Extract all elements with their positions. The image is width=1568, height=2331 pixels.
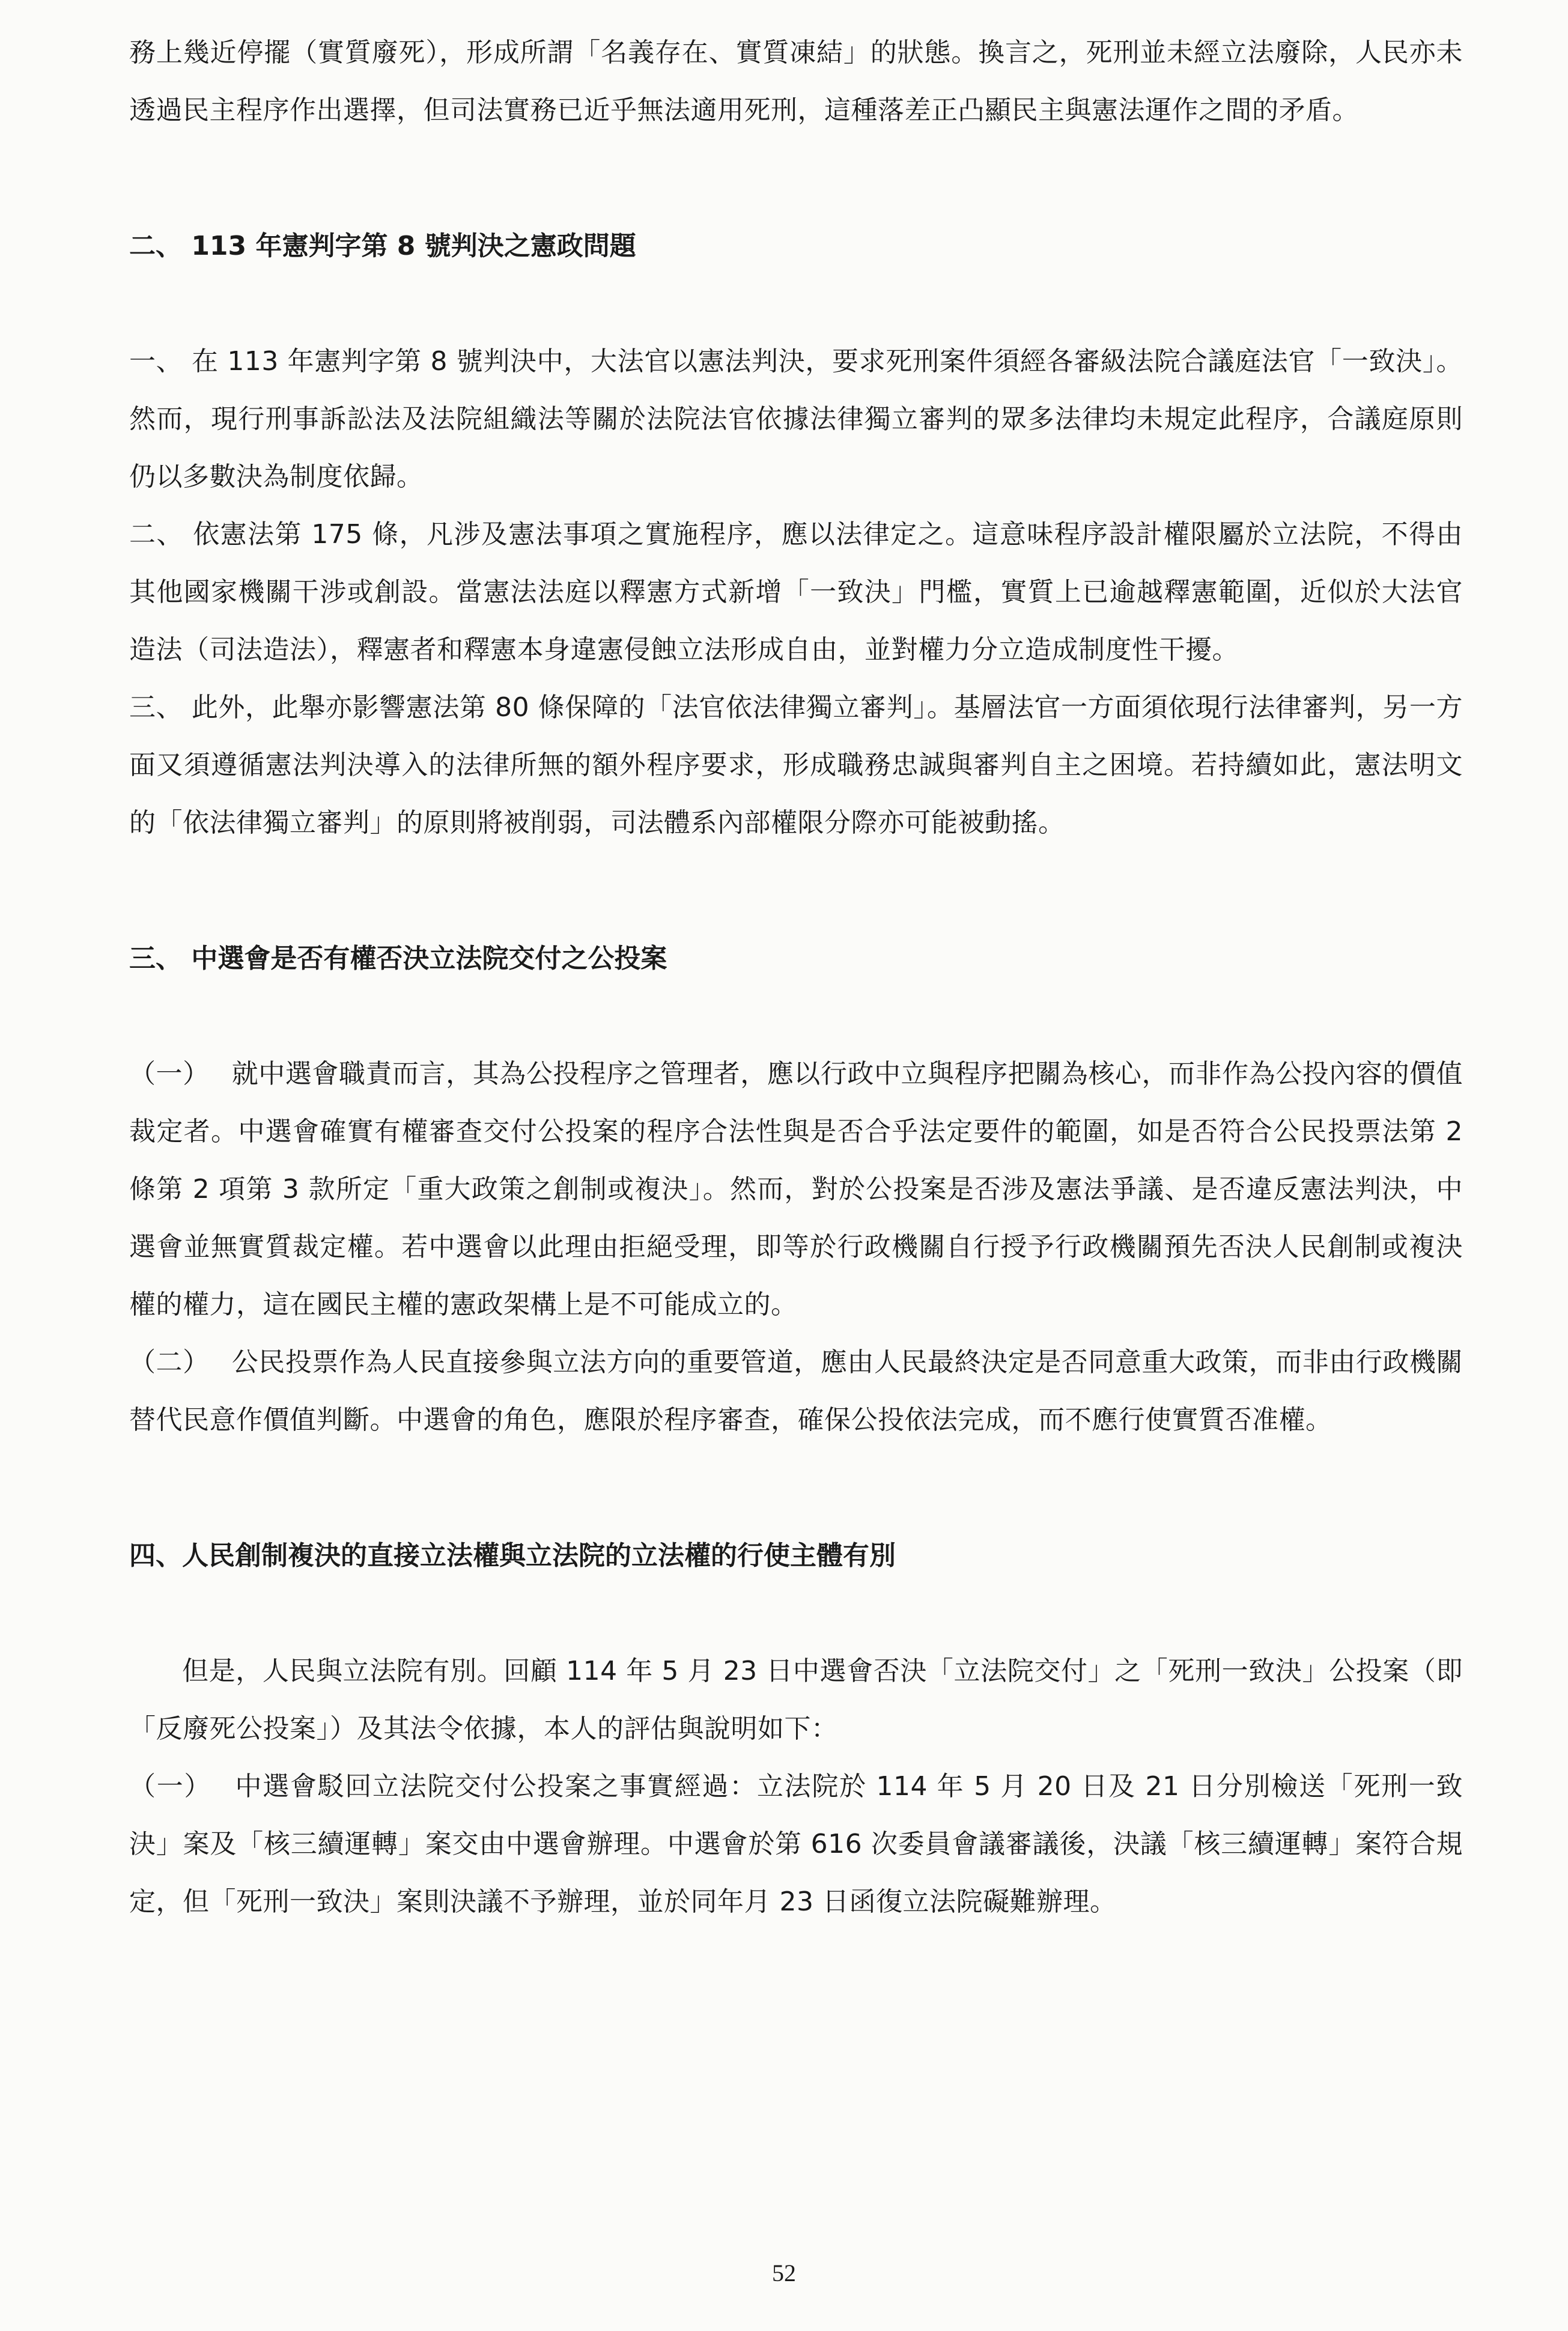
section-4-lead: 但是，人民與立法院有別。回顧 114 年 5 月 23 日中選會否決「立法院交付」之「死刑一致決」公投案（即「反廢死公投案」）及其法令依據，本人的評估與說明如下： [129, 1656, 1463, 1744]
section-3-item-2: （二） 公民投票作為人民直接參與立法方向的重要管道，應由人民最終決定是否同意重大政策，而非由行政機關替代民意作價值判斷。中選會的角色，應限於程序審查，確保公投依法完成，而不應行使實質否准權。 [129, 1347, 1463, 1435]
section-4-item-1: （一） 中選會駁回立法院交付公投案之事實經過：立法院於 114 年 5 月 20 日及 21 日分別檢送「死刑一致決」案及「核三續運轉」案交由中選會辦理。中選會於第 616 次委員會議審議後，決議「核三續運轉」案符合規定，但「死刑一致決」案則決議不予辦理，並於同年月 23 日函復立法院礙難辦理。 [129, 1771, 1463, 1917]
section-3-item-1: （一） 就中選會職責而言，其為公投程序之管理者，應以行政中立與程序把關為核心，而非作為公投內容的價值裁定者。中選會確實有權審查交付公投案的程序合法性與是否合乎法定要件的範圍，如是否符合公民投票法第 2 條第 2 項第 3 款所定「重大政策之創制或複決」。然而，對於公投案是否涉及憲法爭議、是否違反憲法判決，中選會並無實質裁定權。若中選會以此理由拒絕受理，即等於行政機關自行授予行政機關預先否決人民創制或複決權的權力，這在國民主權的憲政架構上是不可能成立的。 [129, 1059, 1463, 1320]
spacer [129, 139, 1463, 217]
spacer [129, 1585, 1463, 1643]
section-3-heading: 三、 中選會是否有權否決立法院交付之公投案 [129, 943, 667, 974]
spacer [129, 275, 1463, 333]
page-number: 52 [772, 2260, 796, 2287]
section-2-item-1: 一、 在 113 年憲判字第 8 號判決中，大法官以憲法判決，要求死刑案件須經各審級法院合議庭法官「一致決」。然而，現行刑事訴訟法及法院組織法等關於法院法官依據法律獨立審判的眾多法律均未規定此程序，合議庭原則仍以多數決為制度依歸。 [129, 346, 1463, 492]
spacer [129, 1449, 1463, 1527]
intro-paragraph: 務上幾近停擺（實質廢死），形成所謂「名義存在、實質凍結」的狀態。換言之，死刑並未經立法廢除，人民亦未透過民主程序作出選擇，但司法實務已近乎無法適用死刑，這種落差正凸顯民主與憲法運作之間的矛盾。 [129, 37, 1463, 126]
section-2-heading: 二、 113 年憲判字第 8 號判決之憲政問題 [129, 231, 636, 261]
section-2-item-2: 二、 依憲法第 175 條，凡涉及憲法事項之實施程序，應以法律定之。這意味程序設計權限屬於立法院，不得由其他國家機關干涉或創設。當憲法法庭以釋憲方式新增「一致決」門檻，實質上已逾越釋憲範圍，近似於大法官造法（司法造法），釋憲者和釋憲本身違憲侵蝕立法形成自由，並對權力分立造成制度性干擾。 [129, 519, 1463, 665]
section-2-item-3: 三、 此外，此舉亦影響憲法第 80 條保障的「法官依法律獨立審判」。基層法官一方面須依現行法律審判，另一方面又須遵循憲法判決導入的法律所無的額外程序要求，形成職務忠誠與審判自主之困境。若持續如此，憲法明文的「依法律獨立審判」的原則將被削弱，司法體系內部權限分際亦可能被動搖。 [129, 692, 1463, 838]
spacer [129, 852, 1463, 930]
document-page [129, 24, 1463, 1931]
section-4-heading: 四、人民創制複決的直接立法權與立法院的立法權的行使主體有別 [129, 1540, 896, 1571]
spacer [129, 988, 1463, 1045]
